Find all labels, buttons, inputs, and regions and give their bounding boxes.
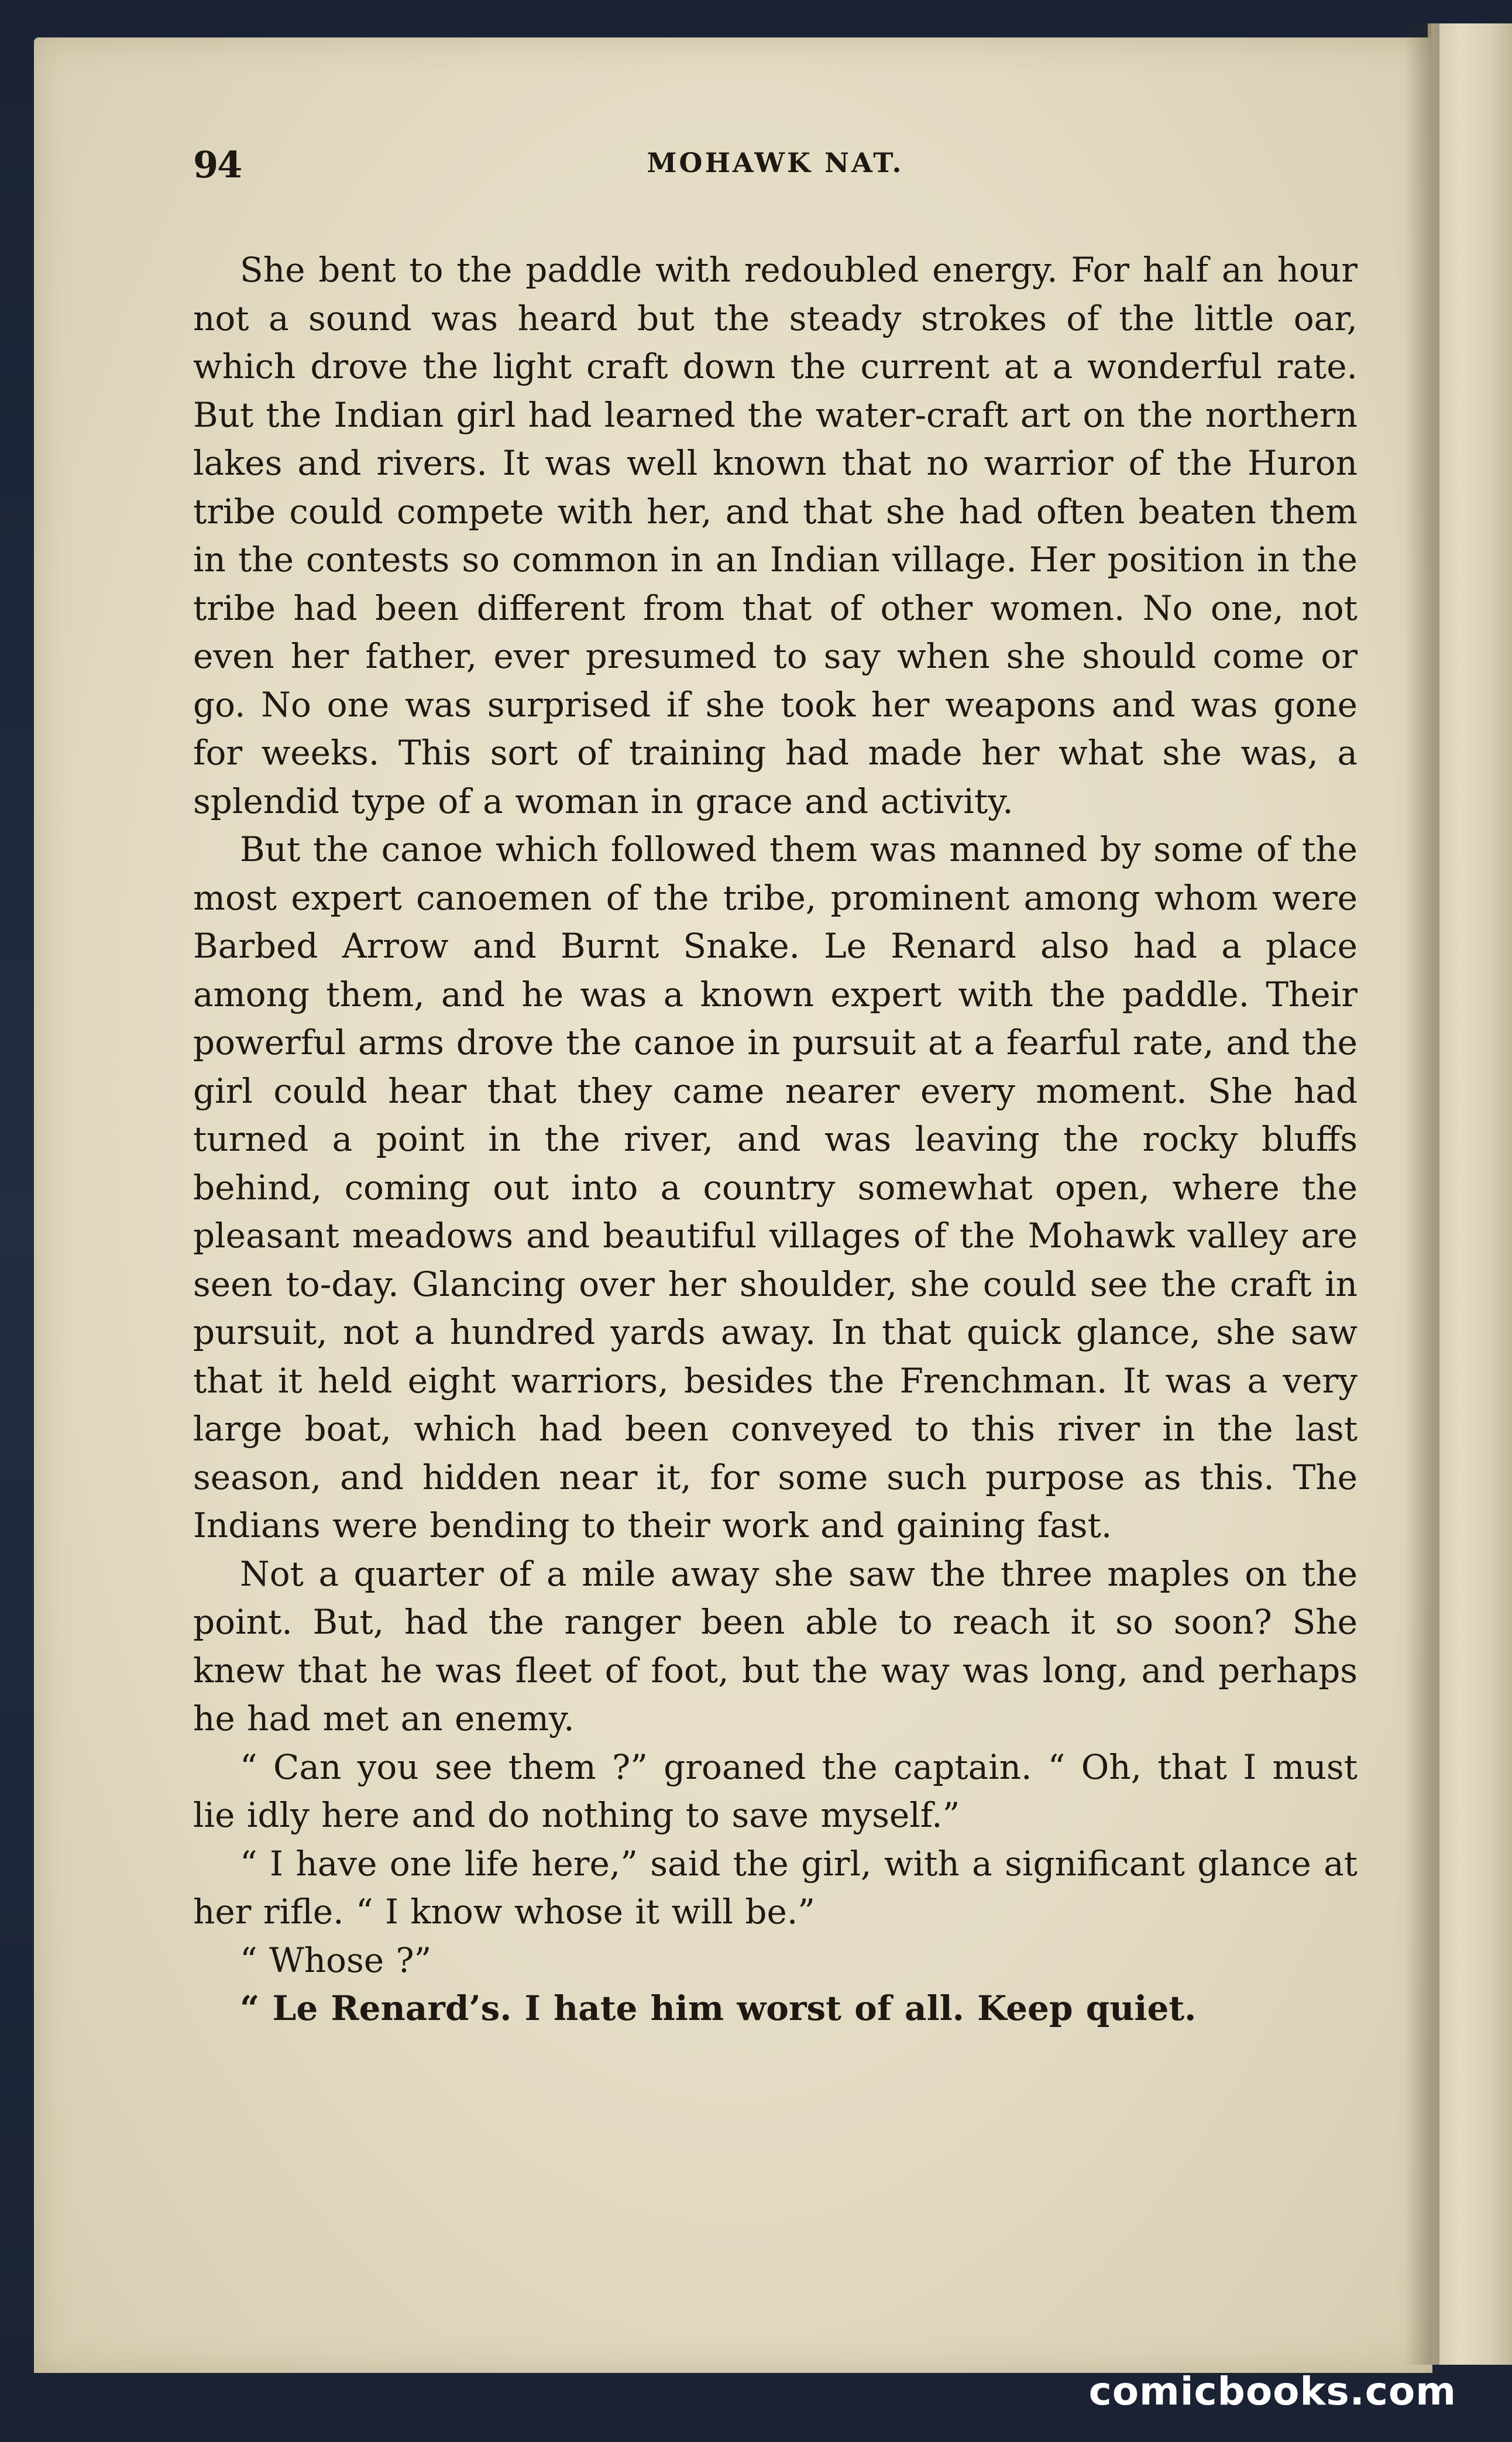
paragraph-3: Not a quarter of a mile away she saw the three maples on the point. But, had the ranger been able to reach it so soon? She knew that he was fleet of foot, but the way was long, and perhaps he had met an enemy. — [193, 1553, 1358, 1738]
page-header — [193, 143, 1358, 196]
paragraph-1: She bent to the paddle with redoubled energy. For half an hour not a sound was heard but the steady strokes of the little oar, which drove the light craft down the current at a wonderful rate. But the Indian girl had learned the water-craft art on the northern lakes and rivers. It was well known that no warrior of the Huron tribe could compete with her, and that she had often beaten them in the contests so common in an Indian village. Her position in the tribe had been different from that of other women. No one, not even her father, ever presumed to say when she should come or go. No one was surprised if she took her weapons and was gone for weeks. This sort of training had made her what she was, a splendid type of a woman in grace and activity. — [193, 250, 1358, 821]
paragraph-4: “ Can you see them ?” groaned the captain. “ Oh, that I must lie idly here and do nothing to save myself.” — [193, 1747, 1358, 1835]
paragraph-7: “ Le Renard’s. I hate him worst of all. Keep quiet. — [240, 1988, 1197, 2028]
watermark: comicbooks.com — [1088, 2369, 1456, 2414]
body-text — [193, 246, 1358, 2033]
next-page-edge — [1428, 23, 1512, 2365]
paragraph-6: “ Whose ?” — [240, 1940, 432, 1980]
running-head: MOHAWK NAT. — [647, 147, 904, 179]
gutter-shadow — [1404, 23, 1439, 2365]
paragraph-2: But the canoe which followed them was manned by some of the most expert canoemen of the tribe, prominent among whom were Barbed Arrow and Burnt Snake. Le Renard also had a place among them, and he was a known expert with the paddle. Their powerful arms drove the canoe in pursuit at a fearful rate, and the girl could hear that they came nearer every moment. She had turned a point in the river, and was leaving the rocky bluffs behind, coming out into a country somewhat open, where the pleasant meadows and beautiful villages of the Mohawk valley are seen to-day. Glancing over her shoulder, she could see the craft in pursuit, not a hundred yards away. In that quick glance, she saw that it held eight warriors, besides the Frenchman. It was a very large boat, which had been conveyed to this river in the last season, and hidden near it, for some such purpose as this. The Indians were bending to their work and gaining fast. — [193, 829, 1358, 1545]
page-number: 94 — [193, 143, 242, 186]
paragraph-5: “ I have one life here,” said the girl, with a significant glance at her rifle. “ I know whose it will be.” — [193, 1843, 1358, 1932]
